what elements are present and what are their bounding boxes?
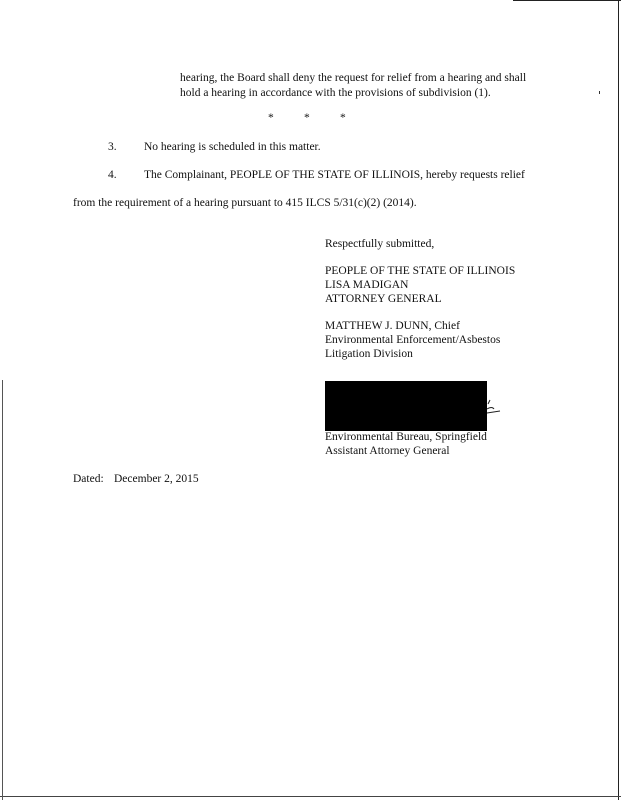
paragraph-text: No hearing is scheduled in this matter. bbox=[144, 141, 321, 153]
redacted-signature bbox=[325, 381, 487, 431]
paragraph-number: 3. bbox=[108, 141, 117, 153]
signer-line: Environmental Bureau, Springfield bbox=[325, 431, 487, 443]
chief-line: Environmental Enforcement/Asbestos bbox=[325, 334, 501, 346]
party-line: PEOPLE OF THE STATE OF ILLINOIS bbox=[325, 265, 516, 277]
star: * bbox=[304, 112, 310, 124]
scan-edge-bottom bbox=[0, 796, 621, 797]
chief-line: MATTHEW J. DUNN, Chief bbox=[325, 320, 460, 332]
scan-edge-top bbox=[513, 0, 621, 1]
party-line: LISA MADIGAN bbox=[325, 279, 409, 291]
scan-edge-left bbox=[2, 380, 3, 800]
scan-speck bbox=[599, 91, 600, 94]
paragraph-text: The Complainant, PEOPLE OF THE STATE OF ILLINOIS, hereby requests relief bbox=[144, 169, 525, 181]
closing: Respectfully submitted, bbox=[325, 238, 435, 250]
signer-line: Assistant Attorney General bbox=[325, 445, 450, 457]
paragraph-number: 4. bbox=[108, 169, 117, 181]
dated-label: Dated: bbox=[73, 473, 104, 485]
star: * bbox=[340, 112, 346, 124]
paragraph-continuation: from the requirement of a hearing pursuant to 415 ILCS 5/31(c)(2) (2014). bbox=[73, 197, 417, 209]
star: * bbox=[268, 112, 274, 124]
signature-flourish-icon bbox=[484, 398, 504, 418]
quote-line-2: hold a hearing in accordance with the provisions of subdivision (1). bbox=[180, 87, 491, 99]
chief-line: Litigation Division bbox=[325, 348, 413, 360]
quote-line-1: hearing, the Board shall deny the request for relief from a hearing and shall bbox=[180, 72, 527, 84]
party-line: ATTORNEY GENERAL bbox=[325, 293, 442, 305]
ellipsis-stars bbox=[268, 112, 358, 124]
dated-value: December 2, 2015 bbox=[114, 473, 199, 485]
scan-edge-right bbox=[618, 0, 619, 800]
